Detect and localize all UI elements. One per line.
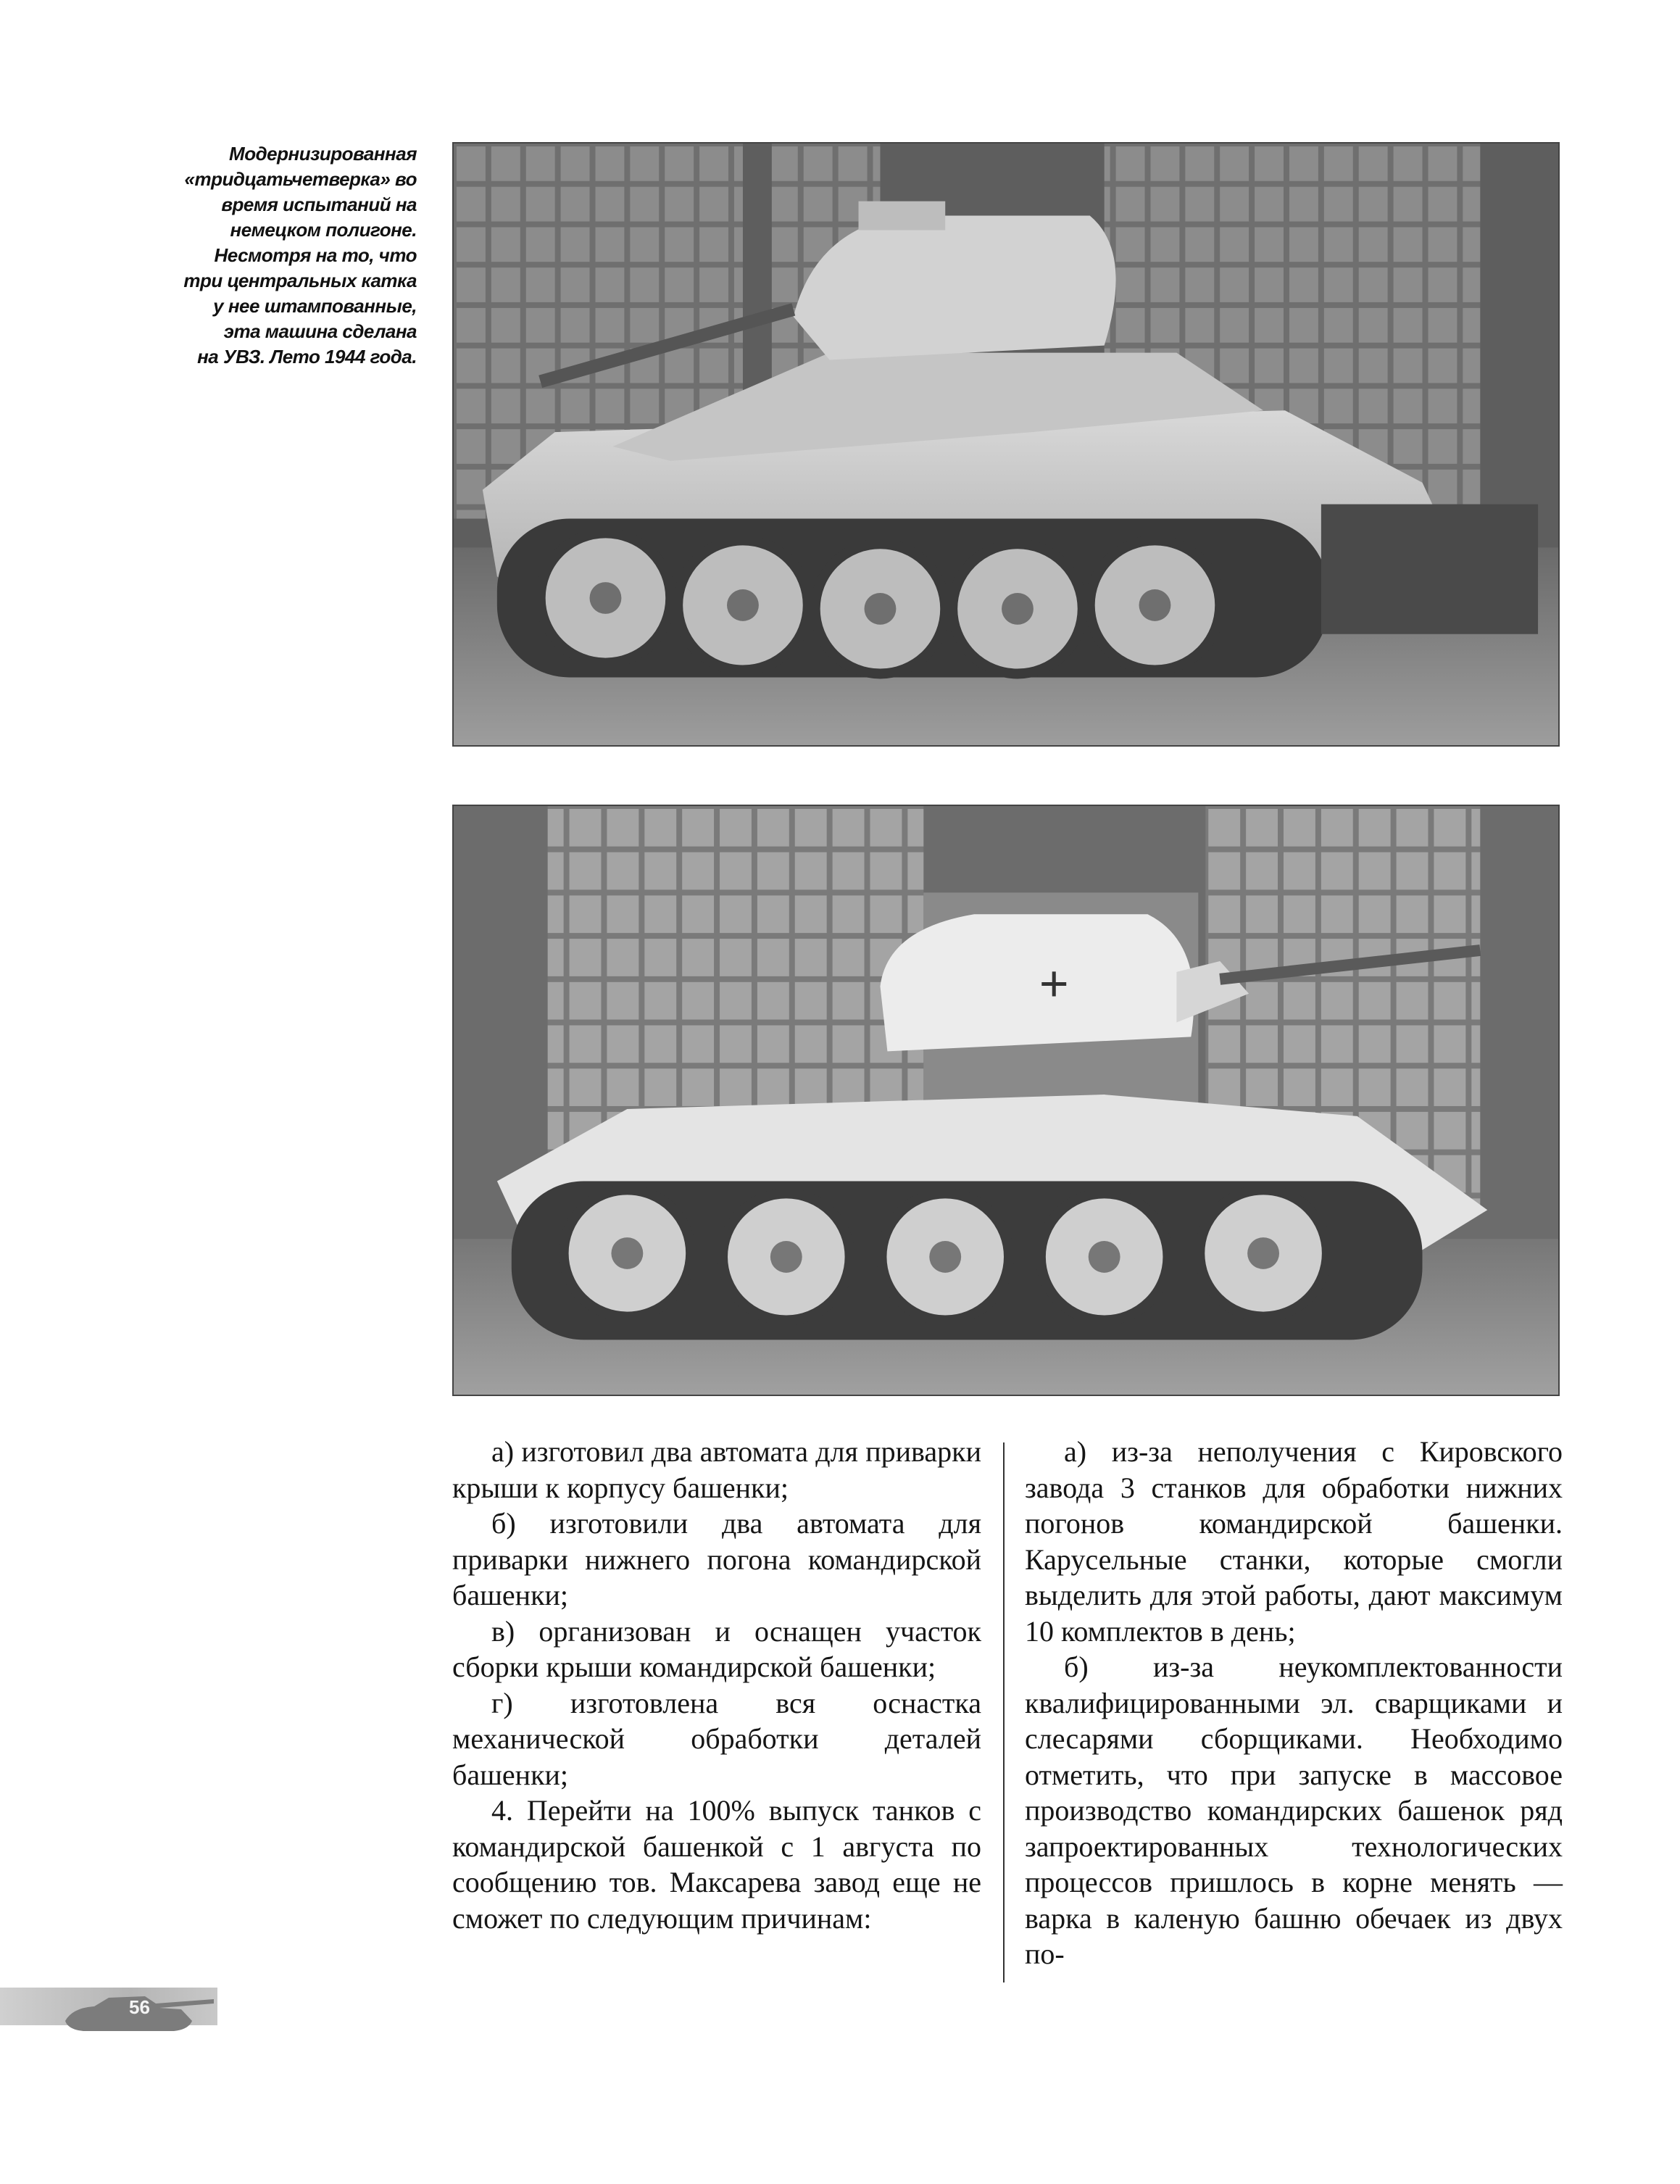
paragraph: а) из-за неполучения с Кировского завода 3 станков для обработки нижних погонов командирской башенки. Карусельные станки, которые смогли выделить для этой работы, дают максимум 10 комплектов в день; [1025, 1435, 1563, 1648]
caption-line: «тридцатьчетверка» во [184, 168, 417, 190]
tank-photo-top [452, 142, 1560, 747]
caption-line: на УВЗ. Лето 1944 года. [197, 346, 417, 368]
photo-caption [138, 141, 417, 370]
tank-photo-top-image [454, 144, 1558, 745]
cross-emblem: + [1039, 955, 1069, 1012]
page-folio [0, 1972, 217, 2037]
caption-line: три центральных катка [183, 270, 417, 291]
paragraph: б) из-за неукомплектованности квалифицированными эл. сварщиками и слесарями сборщиками. Необходимо отметить, что при запуске в массовое производство командирских башенок ряд запроектированных технологических процессов пришлось в корне менять — варка в каленую башню обечаек из двух по- [1025, 1651, 1563, 1970]
text-column-right [1025, 1434, 1563, 1972]
tank-photo-bottom-image [454, 806, 1558, 1395]
column-divider [1003, 1442, 1005, 1982]
paragraph: в) организован и оснащен участок сборки крыши командирской башенки; [452, 1614, 981, 1683]
page-number: 56 [129, 1996, 150, 2018]
caption-line: эта машина сделана [223, 320, 417, 342]
tank-photo-bottom [452, 805, 1560, 1396]
paragraph: г) изготовлена вся оснастка механической обработки деталей башенки; [452, 1686, 981, 1791]
caption-line: Модернизированная [229, 143, 417, 165]
paragraph: 4. Перейти на 100% выпуск танков с командирской башенкой с 1 августа по сообщению тов. Максарева завод еще не сможет по следующим причинам: [452, 1794, 981, 1935]
caption-line: время испытаний на [221, 194, 417, 215]
paragraph: а) изготовил два автомата для приварки крыши к корпусу башенки; [452, 1435, 981, 1504]
caption-line: Несмотря на то, что [214, 244, 417, 266]
caption-line: у нее штампованные, [213, 295, 417, 317]
paragraph: б) изготовили два автомата для приварки нижнего погона командирской башенки; [452, 1507, 981, 1611]
text-column-left [452, 1434, 981, 1936]
caption-line: немецком полигоне. [230, 219, 417, 241]
